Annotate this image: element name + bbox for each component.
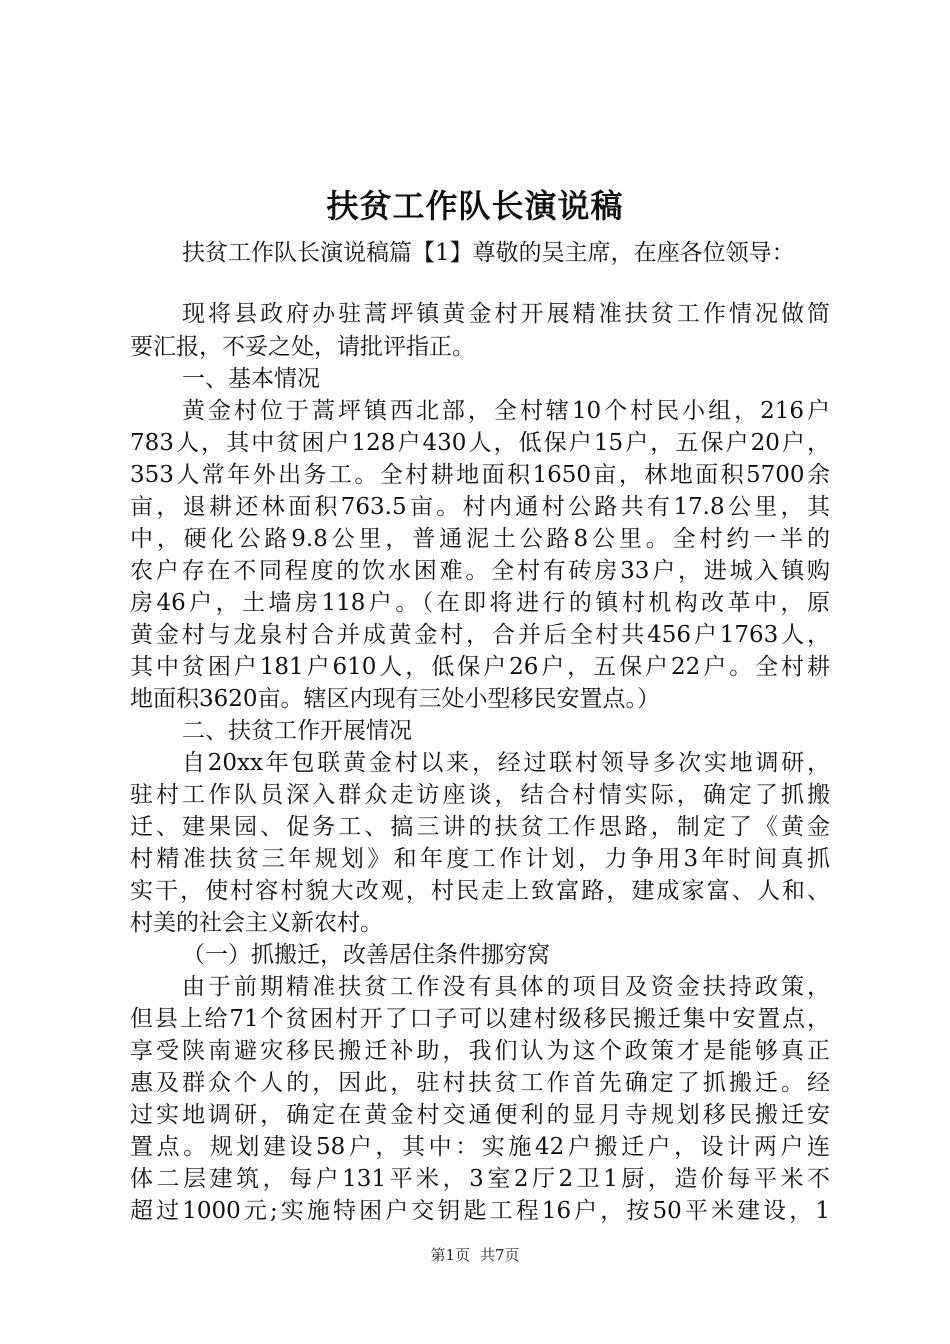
page-footer xyxy=(0,1244,950,1266)
text-line: 超过1000元;实施特困户交钥匙工程16户，按50平米建设，1 xyxy=(130,1198,830,1224)
text-line: 亩，退耕还林面积763.5亩。村内通村公路共有17.8公里，其 xyxy=(130,494,830,520)
text-line: 实干，使村容村貌大改观，村民走上致富路，建成家富、人和、 xyxy=(130,878,830,904)
text-line: 现将县政府办驻蒿坪镇黄金村开展精准扶贫工作情况做简 xyxy=(182,301,830,327)
text-line: 中，硬化公路9.8公里，普通泥土公路8公里。全村约一半的 xyxy=(130,526,830,552)
section-heading: 二、扶贫工作开展情况 xyxy=(182,718,412,744)
text-line: 村美的社会主义新农村。 xyxy=(130,910,383,936)
text-line: 其中贫困户181户610人，低保户26户，五保户22户。全村耕 xyxy=(130,654,830,680)
text-line: 体二层建筑，每户131平米，3室2厅2卫1厨，造价每平米不 xyxy=(130,1166,830,1192)
text-line: 扶贫工作队长演说稿篇【1】尊敬的吴主席，在座各位领导： xyxy=(182,240,795,266)
text-line: 黄金村位于蒿坪镇西北部，全村辖10个村民小组，216户 xyxy=(182,398,830,424)
text-line: 享受陕南避灾移民搬迁补助，我们认为这个政策才是能够真正 xyxy=(130,1038,830,1064)
text-line: 由于前期精准扶贫工作没有具体的项目及资金扶持政策， xyxy=(182,974,830,1000)
text-line: 黄金村与龙泉村合并成黄金村，合并后全村共456户1763人， xyxy=(130,622,830,648)
text-line: 但县上给71个贫困村开了口子可以建村级移民搬迁集中安置点， xyxy=(130,1006,830,1032)
text-line: 驻村工作队员深入群众走访座谈，结合村情实际，确定了抓搬 xyxy=(130,782,830,808)
page-number: 第1页 xyxy=(430,1246,470,1264)
subsection-heading: （一）抓搬迁，改善居住条件挪穷窝 xyxy=(182,942,550,968)
section-heading: 一、基本情况 xyxy=(182,366,320,392)
text-line: 地面积3620亩。辖区内现有三处小型移民安置点。） xyxy=(130,686,661,712)
text-line: 村精准扶贫三年规划》和年度工作计划，力争用3年时间真抓 xyxy=(130,846,830,872)
text-line: 置点。规划建设58户，其中：实施42户搬迁户，设计两户连 xyxy=(130,1134,830,1160)
text-line: 过实地调研，确定在黄金村交通便利的显月寺规划移民搬迁安 xyxy=(130,1102,830,1128)
text-line: 惠及群众个人的，因此，驻村扶贫工作首先确定了抓搬迁。经 xyxy=(130,1070,830,1096)
text-line: 房46户，土墙房118户。（在即将进行的镇村机构改革中，原 xyxy=(130,590,830,616)
text-line: 自20xx年包联黄金村以来，经过联村领导多次实地调研， xyxy=(182,750,830,776)
text-line: 783人，其中贫困户128户430人，低保户15户，五保户20户， xyxy=(130,430,830,456)
text-line: 农户存在不同程度的饮水困难。全村有砖房33户，进城入镇购 xyxy=(130,558,830,584)
page-total: 共7页 xyxy=(480,1246,520,1264)
text-line: 353人常年外出务工。全村耕地面积1650亩，林地面积5700余 xyxy=(130,462,830,488)
document-title: 扶贫工作队长演说稿 xyxy=(326,187,624,225)
text-line: 要汇报，不妥之处，请批评指正。 xyxy=(130,334,475,360)
text-line: 迁、建果园、促务工、搞三讲的扶贫工作思路，制定了《黄金 xyxy=(130,814,830,840)
